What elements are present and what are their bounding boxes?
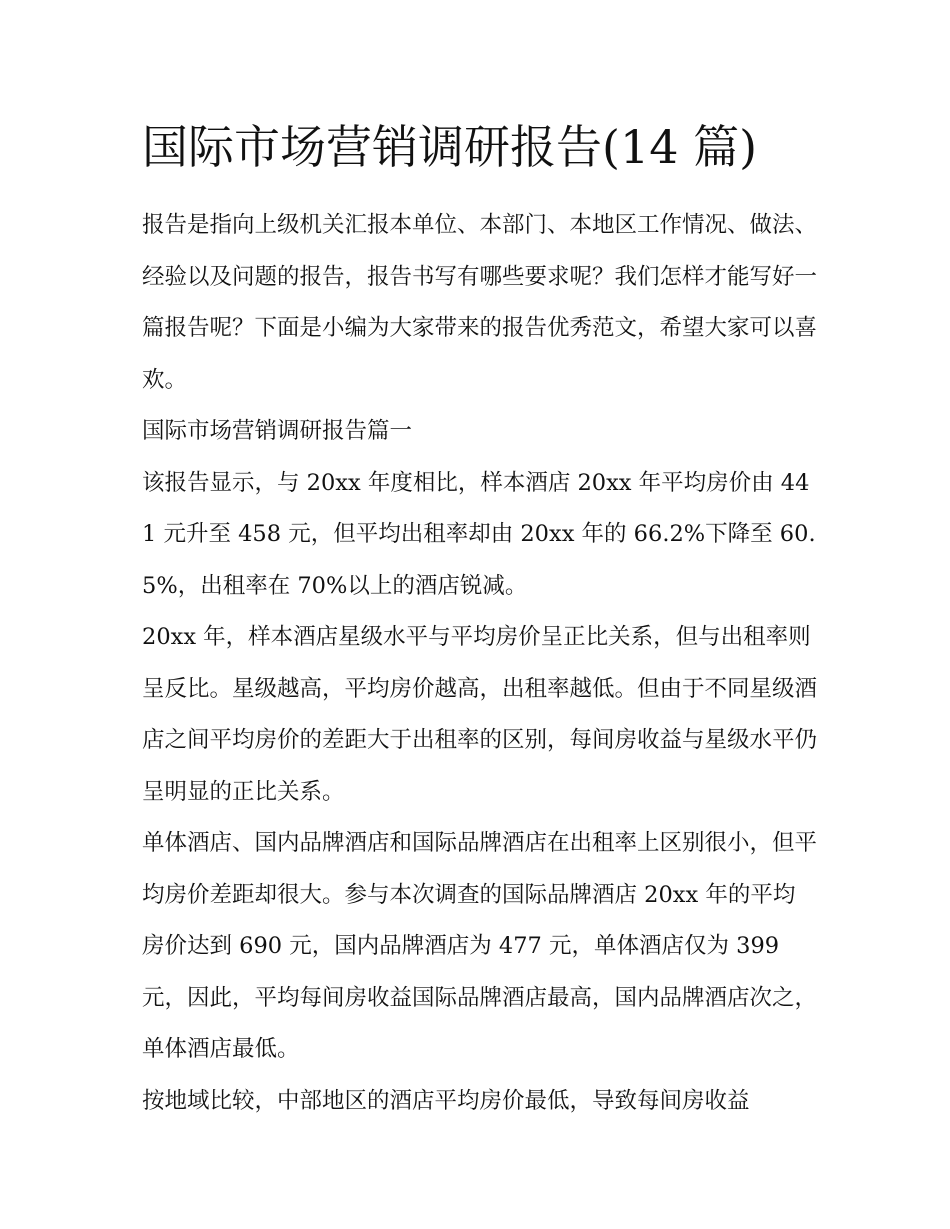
section-heading: 国际市场营销调研报告篇一 [142,418,413,444]
body-paragraph: 按地域比较，中部地区的酒店平均房价最低，导致每间房收益 [142,1087,750,1114]
body-paragraph: 单体酒店、国内品牌酒店和国际品牌酒店在出租率上区别很小，但平均房价差距却很大。参与本次调查的国际品牌酒店 20xx 年的平均房价达到 690 元，国内品牌酒店为 477 元，单体酒店仅为 399 元，因此，平均每间房收益国际品牌酒店最高，国内品牌酒店次之，单体酒店最低。 [142,830,818,1062]
document-title: 国际市场营销调研报告(14 篇) [142,120,758,174]
document-page [142,112,817,1127]
intro-paragraph: 报告是指向上级机关汇报本单位、本部门、本地区工作情况、做法、经验以及问题的报告，报告书写有哪些要求呢？我们怎样才能写好一篇报告呢？下面是小编为大家带来的报告优秀范文，希望大家可以喜欢。 [142,212,818,393]
body-paragraph: 20xx 年，样本酒店星级水平与平均房价呈正比关系，但与出租率则呈反比。星级越高，平均房价越高，出租率越低。但由于不同星级酒店之间平均房价的差距大于出租率的区别，每间房收益与星级水平仍呈明显的正比关系。 [142,624,818,805]
body-paragraph: 该报告显示，与 20xx 年度相比，样本酒店 20xx 年平均房价由 441 元升至 458 元，但平均出租率却由 20xx 年的 66.2%下降至 60.5%，出租率在 70%以上的酒店锐减。 [142,469,816,599]
